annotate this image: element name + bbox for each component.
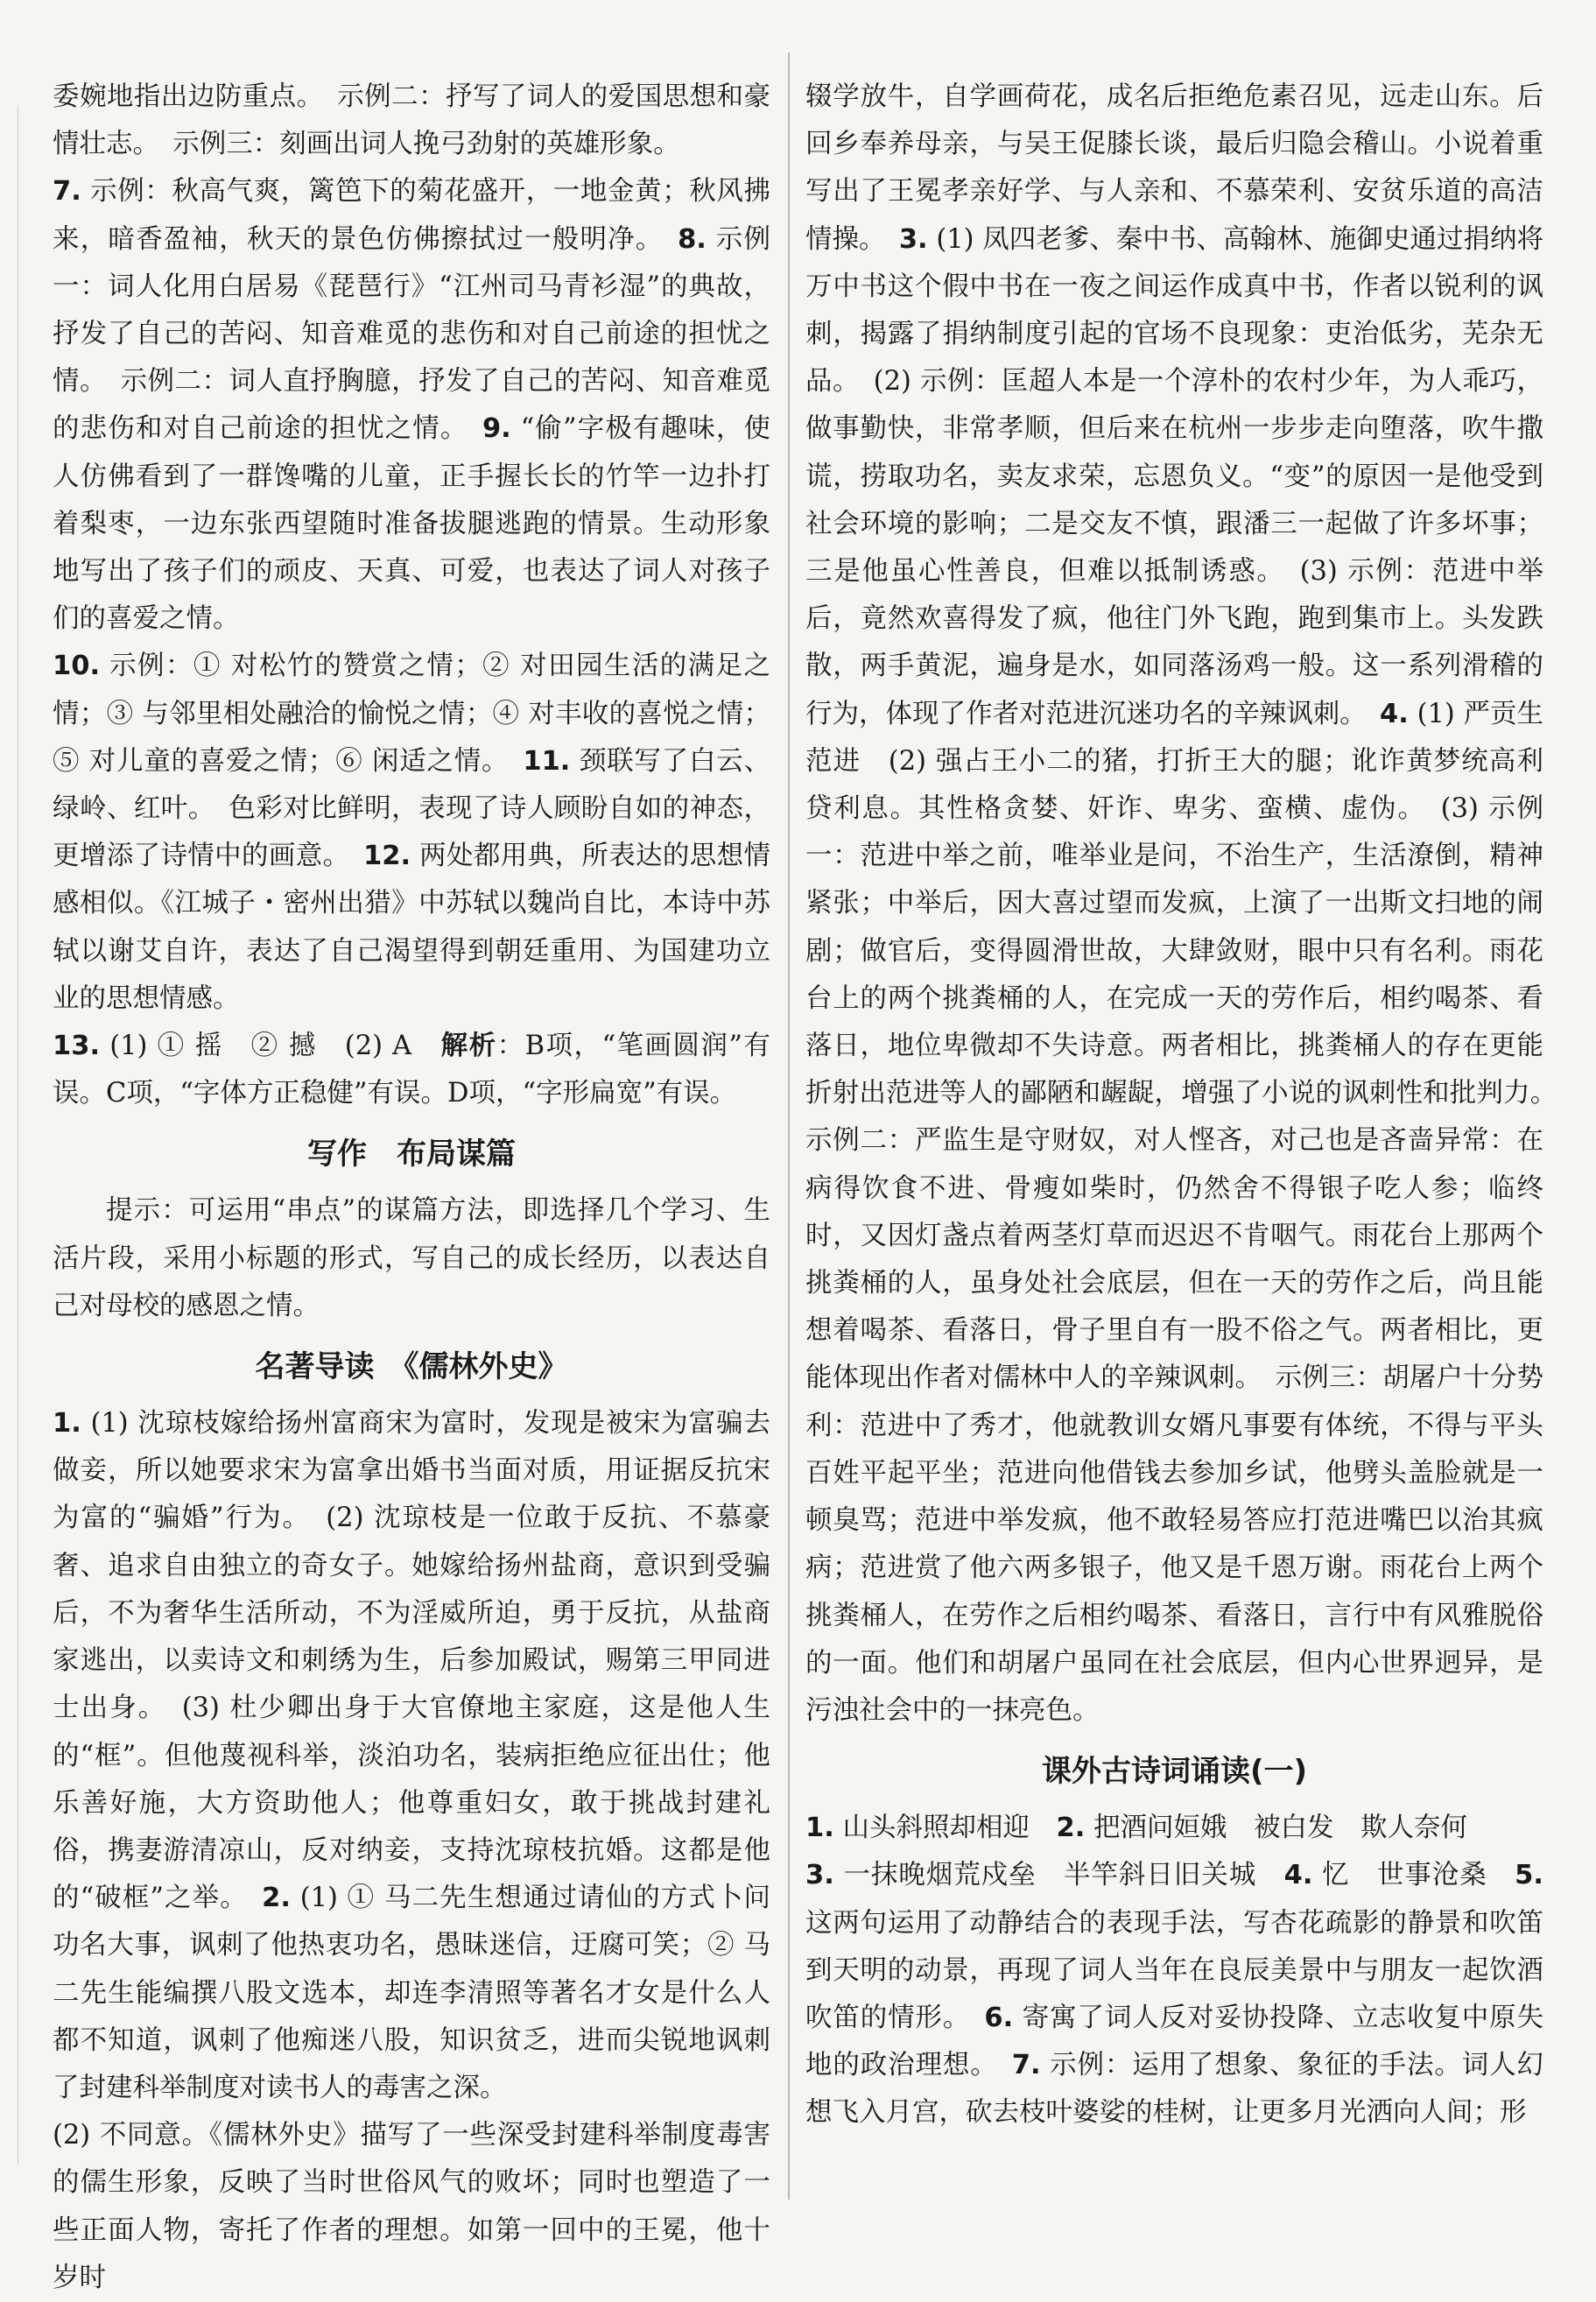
answer-paragraph: 10. 示例：① 对松竹的赞赏之情；② 对田园生活的满足之情；③ 与邻里相处融洽的愉悦之情；④ 对丰收的喜悦之情；⑤ 对儿童的喜爱之情；⑥ 闲适之情。 11. 颈联写了白云、绿岭、红叶。 色彩对比鲜明，表现了诗人顾盼自如的神态，更增添了诗情中的画意。 12. 两处都用典，所表达的思想情感相似。《江城子・密州出猎》中苏轼以魏尚自比，本诗中苏轼以谢艾自许，表达了自己渴望得到朝廷重用、为国建功立业的思想情感。 [53,651,771,1014]
right-column [805,74,1571,2182]
answer-paragraph: 1. (1) 沈琼枝嫁给扬州富商宋为富时，发现是被宋为富骗去做妾，所以她要求宋为富拿出婚书当面对质，用证据反抗宋为富的“骗婚”行为。 (2) 沈琼枝是一位敢于反抗、不慕豪奢、追求自由独立的奇女子。她嫁给扬州盐商，意识到受骗后，不为奢华生活所动，不为淫威所迫，勇于反抗，从盐商家逃出，以卖诗文和刺绣为生，后参加殿试，赐第三甲同进士出身。 (3) 杜少卿出身于大官僚地主家庭，这是他人生的“框”。但他蔑视科举，淡泊功名，装病拒绝应征出仕；他乐善好施，大方资助他人；他尊重妇女，敢于挑战封建礼俗，携妻游清凉山，反对纳妾，支持沈琼枝抗婚。这都是他的“破框”之举。 2. (1) ① 马二先生想通过请仙的方式卜问功名大事，讽刺了他热衷功名，愚昧迷信，迂腐可笑；② 马二先生能编撰八股文选本，却连李清照等著名才女是什么人都不知道，讽刺了他痴迷八股，知识贫乏，进而尖锐地讽刺了封建科举制度对读书人的毒害之深。 [53,1408,771,2103]
answer-paragraph: 委婉地指出边防重点。 示例二：抒写了词人的爱国思想和豪情壮志。 示例三：刻画出词人挽弓劲射的英雄形象。 [53,81,770,160]
left-column [53,74,771,2293]
section-heading-writing: 写作 布局谋篇 [307,1137,516,1172]
section-heading-classic-reading: 名著导读 《儒林外史》 [255,1349,568,1385]
section-heading-poetry: 课外古诗词诵读(一) [1041,1754,1308,1790]
answer-paragraph: 13. (1) ① 摇 ② 撼 (2) A 解析：B项，“笔画圆润”有误。C项，“字体方正稳健”有误。D项，“字形扁宽”有误。 [53,1031,770,1109]
answer-paragraph: 辍学放牛，自学画荷花，成名后拒绝危素召见，远走山东。后回乡奉养母亲，与吴王促膝长谈，最后归隐会稽山。小说着重写出了王冕孝亲好学、与人亲和、不慕荣利、安贫乐道的高洁情操。 3. (1) 凤四老爹、秦中书、高翰林、施御史通过捐纳将万中书这个假中书在一夜之间运作成真中书，作者以锐利的讽刺，揭露了捐纳制度引起的官场不良现象：吏治低劣，芜杂无品。 (2) 示例：匡超人本是一个淳朴的农村少年，为人乖巧，做事勤快，非常孝顺，但后来在杭州一步步走向堕落，吹牛撒谎，捞取功名，卖友求荣，忘恩负义。“变”的原因一是他受到社会环境的影响；二是交友不慎，跟潘三一起做了许多坏事；三是他虽心性善良，但难以抵制诱惑。 (3) 示例：范进中举后，竟然欢喜得发了疯，他往门外飞跑，跑到集市上。头发跌散，两手黄泥，遍身是水，如同落汤鸡一般。这一系列滑稽的行为，体现了作者对范进沉迷功名的辛辣讽刺。 4. (1) 严贡生 范进 (2) 强占王小二的猪，打折王大的腿；讹诈黄梦统高利贷利息。其性格贪婪、奸诈、卑劣、蛮横、虚伪。 (3) 示例一：范进中举之前，唯举业是问，不治生产，生活潦倒，精神紧张；中举后，因大喜过望而发疯，上演了一出斯文扫地的闹剧；做官后，变得圆滑世故，大肆敛财，眼中只有名利。雨花台上的两个挑粪桶的人，在完成一天的劳作后，相约喝茶、看落日，地位卑微却不失诗意。两者相比，挑粪桶人的存在更能折射出范进等人的鄙陋和龌龊，增强了小说的讽刺性和批判力。 示例二：严监生是守财奴，对人悭吝，对己也是吝啬异常：在病得饮食不进、骨瘦如柴时，仍然舍不得银子吃人参；临终时，又因灯盏点着两茎灯草而迟迟不肯咽气。雨花台上那两个挑粪桶的人，虽身处社会底层，但在一天的劳作之后，尚且能想着喝茶、看落日，骨子里自有一股不俗之气。两者相比，更能体现出作者对儒林中人的辛辣讽刺。 示例三：胡屠户十分势利：范进中了秀才，他就教训女婿凡事要有体统，不得与平头百姓平起平坐；范进向他借钱去参加乡试，他劈头盖脸就是一顿臭骂；范进中举发疯，他不敢轻易答应打范进嘴巴以治其疯病；范进赏了他六两多银子，他又是千恩万谢。雨花台上两个挑粪桶人，在劳作之后相约喝茶、看落日，言行中有风雅脱俗的一面。他们和胡屠户虽同在社会底层，但内心世界迥异，是污浊社会中的一抹亮色。 [805,81,1571,1726]
column-divider [788,53,790,2200]
answer-paragraph: 提示：可运用“串点”的谋篇方法，即选择几个学习、生活片段，采用小标题的形式，写自己的成长经历，以表达自己对母校的感恩之情。 [53,1195,770,1321]
answer-paragraph: 1. 山头斜照却相迎 2. 把酒问姮娥 被白发 欺人奈何 [805,1813,1468,1844]
answer-paragraph: 3. 一抹晚烟荒戍垒 半竿斜日旧关城 4. 忆 世事沧桑 5. 这两句运用了动静结合的表现手法，写杏花疏影的静景和吹笛到天明的动景，再现了词人当年在良辰美景中与朋友一起饮酒吹笛的情形。 6. 寄寓了词人反对妥协投降、立志收复中原失地的政治理想。 7. 示例：运用了想象、象征的手法。词人幻想飞入月宫，砍去枝叶婆娑的桂树，让更多月光洒向人间；形 [805,1860,1543,2129]
answer-paragraph: 7. 示例：秋高气爽，篱笆下的菊花盛开，一地金黄；秋风拂来，暗香盈袖，秋天的景色仿佛擦拭过一般明净。 8. 示例一：词人化用白居易《琵琶行》“江州司马青衫湿”的典故，抒发了自己的苦闷、知音难觅的悲伤和对自己前途的担忧之情。 示例二：词人直抒胸臆，抒发了自己的苦闷、知音难觅的悲伤和对自己前途的担忧之情。 9. “偷”字极有趣味，使人仿佛看到了一群馋嘴的儿童，正手握长长的竹竿一边扑打着梨枣，一边东张西望随时准备拔腿逃跑的情景。生动形象地写出了孩子们的顽皮、天真、可爱，也表达了词人对孩子们的喜爱之情。 [53,176,771,635]
answer-paragraph: (2) 不同意。《儒林外史》描写了一些深受封建科举制度毒害的儒生形象，反映了当时世俗风气的败坏；同时也塑造了一些正面人物，寄托了作者的理想。如第一回中的王冕，他十岁时 [53,2120,770,2293]
